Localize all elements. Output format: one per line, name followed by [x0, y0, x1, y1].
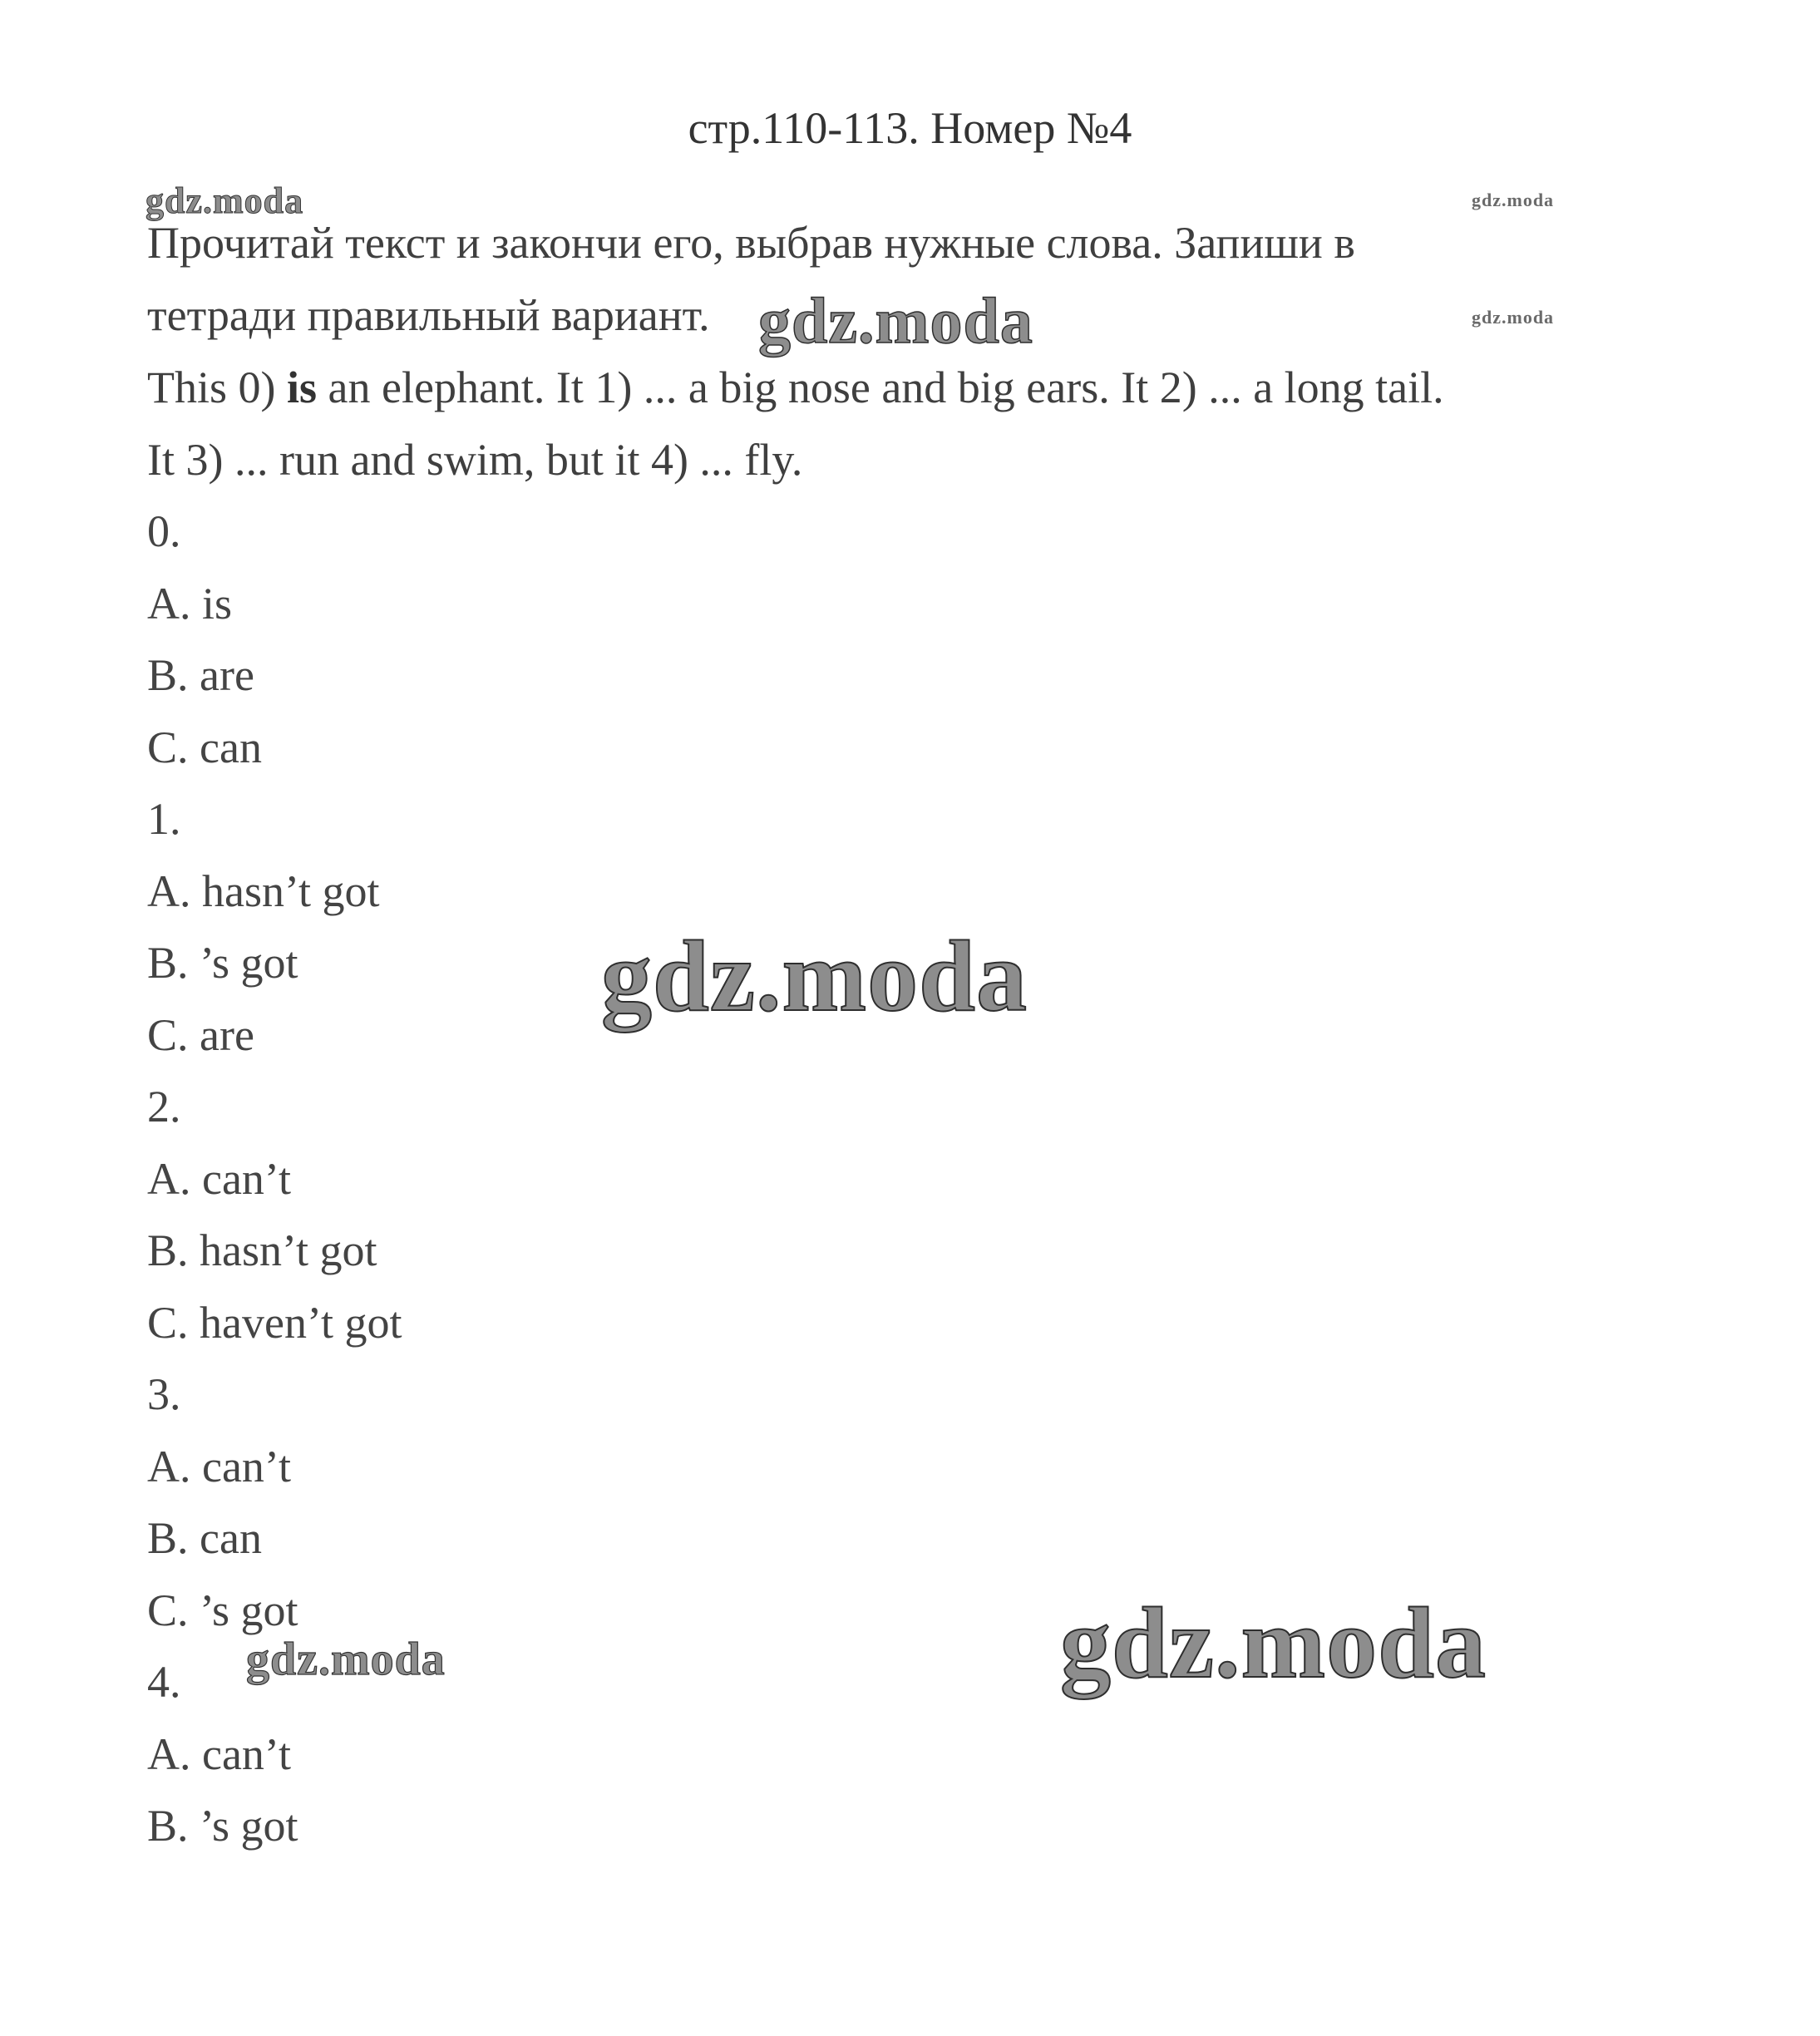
watermark-center: gdz.moda [601, 920, 1028, 1033]
text-line-1 [147, 362, 1444, 412]
question-number: 2. [147, 1082, 181, 1131]
page-title: стр.110-113. Номер №4 [688, 103, 1132, 153]
option-item: C. ’s got [147, 1585, 298, 1635]
question-number: 1. [147, 794, 181, 844]
watermark-small-1: gdz.moda [1472, 190, 1555, 210]
watermark-small-2: gdz.moda [1472, 307, 1555, 328]
option-item: B. can [147, 1513, 262, 1563]
question-number: 4. [147, 1657, 181, 1707]
watermark-instruction: gdz.moda [758, 284, 1033, 357]
text-line-1-post: an elephant. It 1) ... a big nose and big ears. It 2) ... a long tail. [317, 362, 1444, 412]
option-item: C. can [147, 722, 262, 772]
option-item: A. hasn’t got [147, 866, 380, 916]
text-line-1-pre: This 0) [147, 362, 287, 412]
watermark-bottom-left: gdz.moda [246, 1634, 446, 1685]
option-item: A. can’t [147, 1729, 291, 1779]
option-item: A. is [147, 579, 233, 629]
watermark-bottom-right: gdz.moda [1060, 1587, 1487, 1699]
option-item: B. hasn’t got [147, 1225, 377, 1275]
option-item: B. ’s got [147, 938, 298, 988]
option-item: C. are [147, 1010, 254, 1060]
option-item: A. can’t [147, 1442, 291, 1491]
option-item: B. ’s got [147, 1801, 298, 1851]
option-item: C. haven’t got [147, 1298, 402, 1348]
text-line-2: It 3) ... run and swim, but it 4) ... fly. [147, 435, 803, 485]
text-line-1-bold: is [287, 362, 318, 412]
instruction-line-1: Прочитай текст и закончи его, выбрав нужные слова. Запиши в [147, 218, 1355, 268]
watermark-top-left: gdz.moda [146, 180, 304, 221]
instruction-line-2: тетради правильный вариант. [147, 290, 710, 340]
question-number: 0. [147, 506, 181, 556]
option-item: A. can’t [147, 1154, 291, 1204]
option-item: B. are [147, 650, 254, 700]
question-number: 3. [147, 1369, 181, 1419]
